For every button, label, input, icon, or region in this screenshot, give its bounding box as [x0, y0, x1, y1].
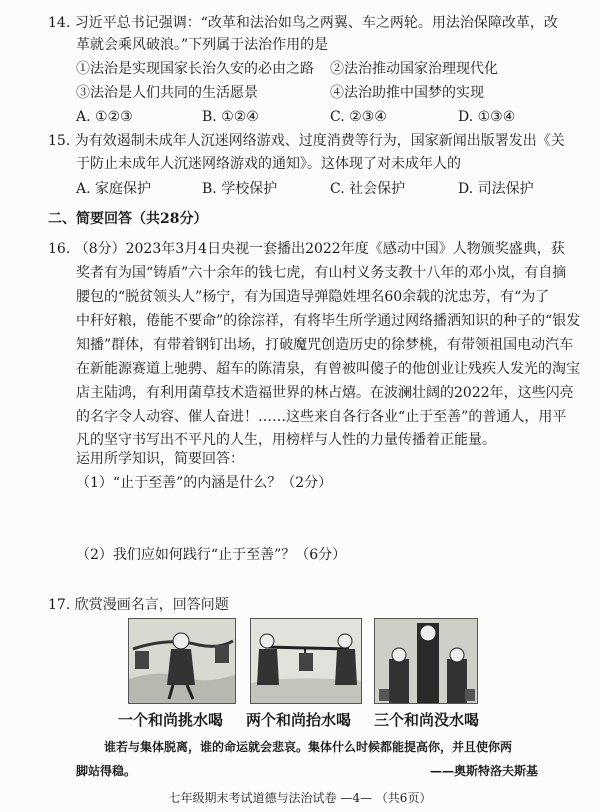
q15-option-d[interactable]: D. 司法保护: [458, 181, 534, 197]
q14-option-c[interactable]: C. ②③④: [330, 109, 387, 125]
q15-stem-line2: 于防止未成年人沉迷网络游戏的通知》。这体现了对未成年人的: [76, 156, 461, 172]
comic-panel-two-monks: [250, 618, 362, 704]
q14-statement-2: ②法治推动国家治理现代化: [330, 61, 498, 77]
q16-subquestion-1: （1）“止于至善”的内涵是什么？（2分）: [76, 475, 333, 491]
q14-statement-4: ④法治助推中国梦的实现: [330, 85, 484, 101]
q16-passage-line: 奖者有为国“铸盾”六十余年的钱七虎，有山村义务支教十八年的邓小岚，有自摘: [76, 265, 567, 281]
q14-statement-1: ①法治是实现国家长治久安的必由之路: [76, 61, 314, 77]
quote-line-1: 谁若与集体脱离，谁的命运就会悲哀。集体什么时候都能提高你，并且使你两: [104, 740, 513, 754]
quote-author: ——奥斯特洛夫斯基: [430, 764, 539, 778]
q17-title: 17. 欣赏漫画名言，回答问题: [48, 597, 229, 613]
q15-option-c[interactable]: C. 社会保护: [330, 181, 406, 197]
monks-sharing-water-illustration: [251, 619, 362, 704]
q14-stem-line2: 革就会乘风破浪。”下列属于法治作用的是: [76, 37, 329, 53]
q14-option-d[interactable]: D. ①③④: [458, 109, 516, 125]
q16-passage-line: 16. （8分）2023年3月4日央视一套播出2022年度《感动中国》人物颁奖盛典，获: [48, 241, 565, 257]
q14-statement-3: ③法治是人们共同的生活愿景: [76, 85, 258, 101]
section-2-heading: 二、简要回答（共28分）: [48, 211, 208, 227]
q16-subquestion-2: （2）我们应如何践行“止于至善”？（6分）: [76, 547, 347, 563]
q15-option-b[interactable]: B. 学校保护: [202, 181, 278, 197]
q16-passage-line: 在新能源赛道上驰骋、超车的陈清泉，有曾被叫傻子的他创业让残疾人发光的淘宝: [76, 361, 580, 377]
monk-carrying-water-illustration: [129, 619, 236, 704]
q16-passage-line: 凡的坚守书写出不平凡的人生，用榜样与人性的力量传播着正能量。: [76, 432, 496, 448]
comic-panel-three-monks: [374, 618, 478, 704]
q16-passage-line: 店主陆鸿，有利用菌草技术造福世界的林占熺。在波澜壮阔的2022年，这些闪亮: [76, 385, 574, 401]
monks-no-water-illustration: [375, 619, 478, 704]
q15-option-a[interactable]: A. 家庭保护: [76, 181, 152, 197]
q16-passage-line: 的名字令人动容、催人奋进！……这些来自各行各业“止于至善”的普通人，用平: [76, 409, 567, 425]
comic-caption-two: 两个和尚抬水喝: [246, 711, 352, 729]
q16-passage-line: 知播”群体，有带着钢钉出场，打破魔咒创造历史的徐梦桃，有带领祖国电动汽车: [76, 337, 574, 353]
q14-stem-line1: 14. 习近平总书记强调：“改革和法治如鸟之两翼、车之两轮。用法治保障改革，改: [48, 15, 558, 31]
comic-caption-one: 一个和尚挑水喝: [118, 711, 224, 729]
q14-option-b[interactable]: B. ①②④: [202, 109, 259, 125]
comic-panel-one-monk: [128, 618, 236, 704]
q16-passage-line: 腰包的“脱贫领头人”杨宁，有为国造导弹隐姓埋名60余载的沈忠芳，有“为了: [76, 289, 550, 305]
page-footer: 七年级期末考试道德与法治试卷 —4— （共6页）: [168, 791, 432, 805]
quote-line-2: 脚站得稳。: [76, 764, 137, 778]
q16-passage-line: 中秆好粮，倦能不要命”的徐淙祥，有将毕生所学通过网络播洒知识的种子的“银发: [76, 313, 581, 329]
q15-stem-line1: 15. 为有效遏制未成年人沉迷网络游戏、过度消费等行为，国家新闻出版署发出《关: [48, 133, 565, 149]
q16-prompt: 运用所学知识，简要回答：: [76, 451, 244, 467]
q14-option-a[interactable]: A. ①②③: [76, 109, 133, 125]
comic-caption-three: 三个和尚没水喝: [374, 711, 480, 729]
